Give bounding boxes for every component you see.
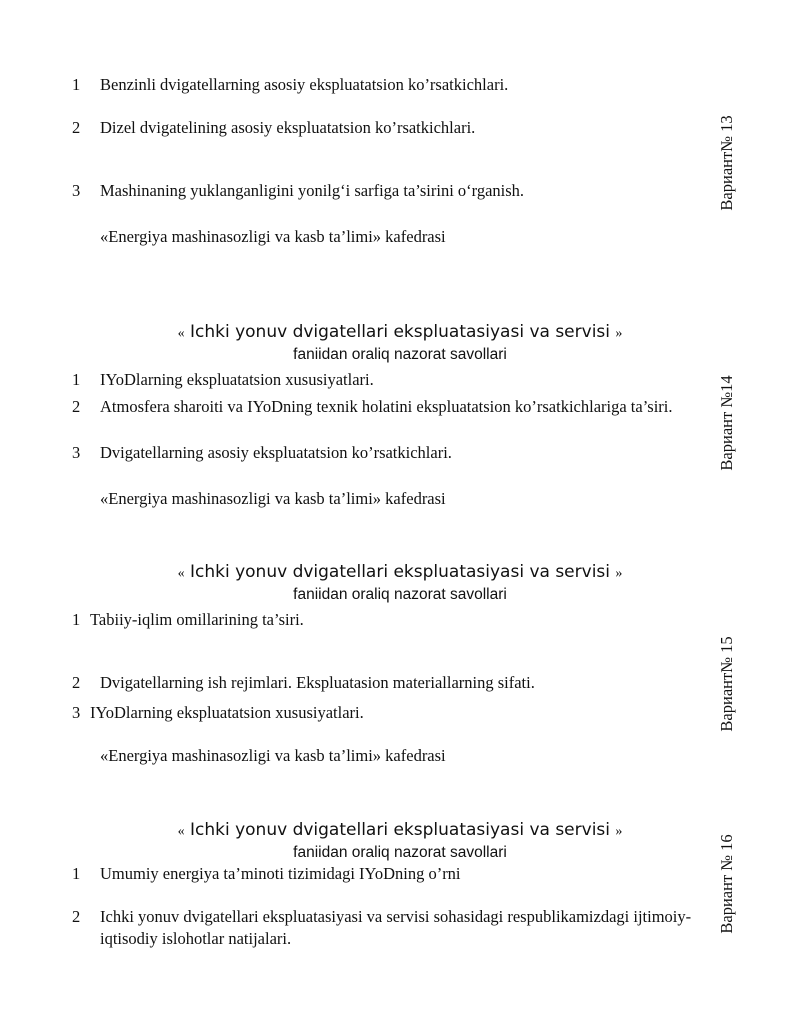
question-number: 1 (72, 75, 81, 94)
section-title (0, 322, 800, 342)
quote-close: » (615, 326, 623, 341)
department-label: «Energiya mashinasozligi va kasb ta’limi» kafedrasi (100, 227, 446, 246)
question-number: 1 (72, 370, 81, 389)
question-text: Ichki yonuv dvigatellari ekspluatasiyasi va servisi sohasidagi respublikamizdagi ijtimoiy-iqtisodiy islohotlar natijalari. (100, 907, 692, 948)
section-title (0, 820, 800, 840)
title-text: Ichki yonuv dvigatellari ekspluatasiyasi va servisi (189, 562, 610, 582)
question-number: 1 (72, 610, 81, 629)
question-text: Umumiy energiya ta’minoti tizimidagi IYoDning o’rni (100, 864, 461, 883)
question-number: 3 (72, 443, 81, 462)
section-subtitle: faniidan oraliq nazorat savollari (293, 346, 507, 363)
quote-close: » (615, 566, 623, 581)
quote-open: « (177, 566, 185, 581)
question-number: 3 (72, 703, 81, 722)
variant-label: Вариант№ 15 (717, 636, 736, 732)
department-label: «Energiya mashinasozligi va kasb ta’limi» kafedrasi (100, 489, 446, 508)
variant-label: Вариант№ 13 (717, 115, 736, 211)
question-text: IYoDlarning ekspluatatsion xususiyatlari. (90, 703, 364, 722)
department-label: «Energiya mashinasozligi va kasb ta’limi» kafedrasi (100, 746, 446, 765)
question-text: Mashinaning yuklanganligini yonilg‘i sarfiga ta’sirini o‘rganish. (100, 181, 525, 200)
question-number: 3 (72, 181, 81, 200)
title-text: Ichki yonuv dvigatellari ekspluatasiyasi va servisi (189, 322, 610, 342)
question-number: 2 (72, 397, 81, 416)
question-text: Benzinli dvigatellarning asosiy ekspluatatsion ko’rsatkichlari. (100, 75, 509, 94)
variant-label: Вариант № 16 (717, 834, 736, 934)
question-text: Atmosfera sharoiti va IYoDning texnik holatini ekspluatatsion ko’rsatkichlariga ta’siri. (100, 397, 673, 416)
quote-open: « (177, 824, 185, 839)
question-text: Dizel dvigatelining asosiy ekspluatatsion ko’rsatkichlari. (100, 118, 476, 137)
quote-open: « (177, 326, 185, 341)
question-number: 2 (72, 673, 81, 692)
quote-close: » (615, 824, 623, 839)
question-text: Dvigatellarning ish rejimlari. Ekspluatasion materiallarning sifati. (100, 673, 535, 692)
question-text: Dvigatellarning asosiy ekspluatatsion ko’rsatkichlari. (100, 443, 452, 462)
section-subtitle: faniidan oraliq nazorat savollari (293, 586, 507, 603)
section-title (0, 562, 800, 582)
question-number: 2 (72, 907, 81, 926)
question-text: Tabiiy-iqlim omillarining ta’siri. (90, 610, 304, 629)
question-number: 1 (72, 864, 81, 883)
question-number: 2 (72, 118, 81, 137)
question-text: IYoDlarning ekspluatatsion xususiyatlari. (100, 370, 374, 389)
title-text: Ichki yonuv dvigatellari ekspluatasiyasi va servisi (189, 820, 610, 840)
variant-label: Вариант №14 (717, 375, 736, 471)
section-subtitle: faniidan oraliq nazorat savollari (293, 844, 507, 861)
